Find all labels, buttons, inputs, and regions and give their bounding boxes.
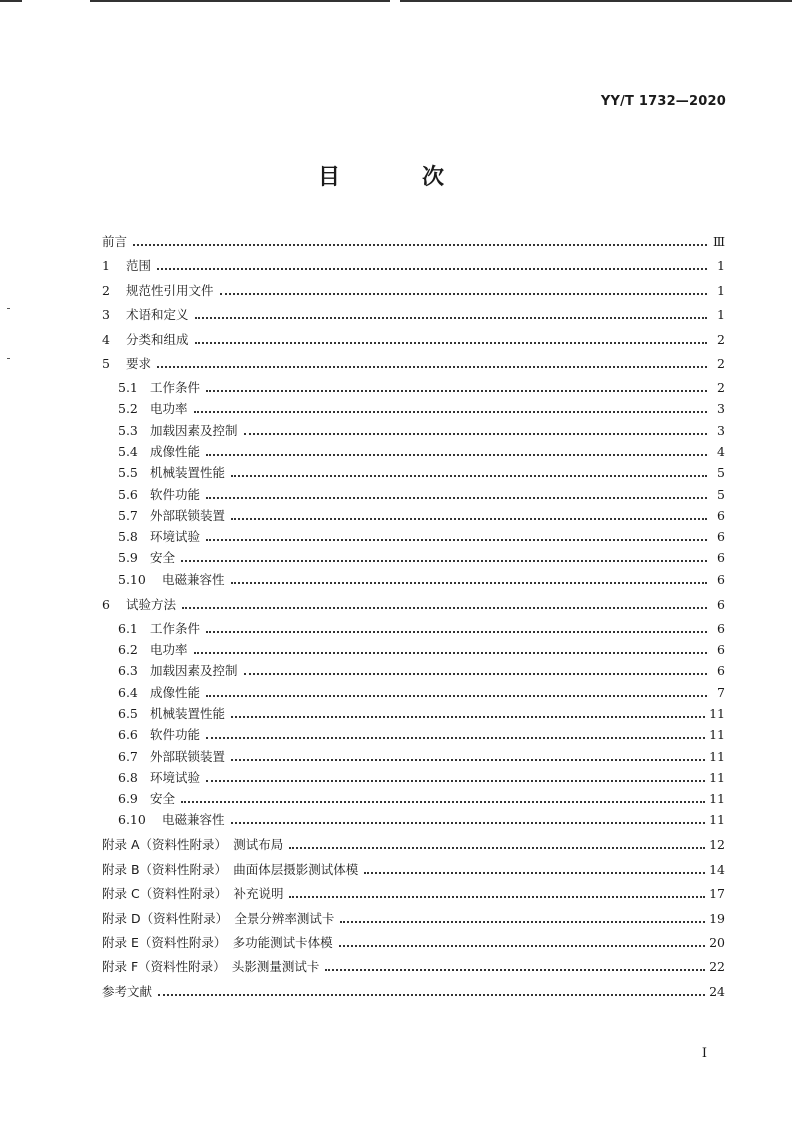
toc-entry[interactable] xyxy=(0,417,792,439)
toc-leader-dots xyxy=(231,758,705,761)
toc-entry-page: 6 xyxy=(717,550,725,566)
toc-entry-title: 前言 xyxy=(102,234,128,249)
toc-leader-dots xyxy=(133,243,707,246)
toc-entry-number: 6.6 xyxy=(118,727,138,743)
toc-leader-dots xyxy=(340,920,705,923)
toc-leader-dots xyxy=(158,993,705,996)
toc-entry-page: 3 xyxy=(717,401,725,417)
toc-entry-page: 1 xyxy=(717,258,725,274)
toc-entry-number: 5 xyxy=(102,356,110,371)
toc-entry-title: 工作条件 xyxy=(150,380,201,395)
toc-entry-page: 22 xyxy=(709,959,725,975)
toc-leader-dots xyxy=(325,968,705,971)
toc-entry-page: 11 xyxy=(709,748,725,764)
toc-entry[interactable] xyxy=(0,481,792,503)
toc-entry-page: 6 xyxy=(717,529,725,545)
toc-entry-number: 6.8 xyxy=(118,769,138,785)
toc-entry-page: 11 xyxy=(709,705,725,721)
toc-entry-page: 4 xyxy=(717,443,725,459)
toc-entry[interactable] xyxy=(0,636,792,658)
toc-entry-page: 1 xyxy=(717,282,725,298)
toc-entry[interactable] xyxy=(0,905,792,927)
toc-entry-page: 11 xyxy=(709,769,725,785)
toc-entry-number: 6.3 xyxy=(118,663,138,679)
toc-entry-page: 6 xyxy=(717,571,725,587)
toc-leader-dots xyxy=(206,630,707,633)
toc-leader-dots xyxy=(195,341,707,344)
toc-entry-page: 6 xyxy=(717,620,725,636)
toc-entry-title: 附录 C（资料性附录） 补充说明 xyxy=(102,886,284,902)
toc-entry-title: 机械装置性能 xyxy=(150,705,226,721)
toc-entry-title: 试验方法 xyxy=(126,596,177,612)
toc-entry-page: 19 xyxy=(709,910,725,926)
toc-entry-number: 5.4 xyxy=(118,443,138,459)
toc-entry-number: 5.7 xyxy=(118,507,138,523)
toc-entry-number: 5.6 xyxy=(118,486,138,502)
toc-entry[interactable] xyxy=(0,350,792,372)
toc-entry-title: 外部联锁装置 xyxy=(150,748,226,764)
toc-entry-title: 软件功能 xyxy=(150,727,201,743)
toc-entry-page: 5 xyxy=(717,486,725,502)
toc-entry-title: 安全 xyxy=(150,791,176,807)
toc-entry-title: 软件功能 xyxy=(150,486,201,502)
toc-entry[interactable] xyxy=(0,743,792,765)
toc-entry-title: 术语和定义 xyxy=(126,307,189,323)
toc-entry-page: 11 xyxy=(709,727,725,743)
toc-entry-page: 1 xyxy=(717,307,725,323)
toc-entry-number: 6 xyxy=(102,596,110,612)
toc-leader-dots xyxy=(206,496,707,499)
toc-entry[interactable] xyxy=(0,679,792,701)
toc-entry-title: 成像性能 xyxy=(150,443,201,459)
toc-entry-title: 工作条件 xyxy=(150,620,201,636)
toc-entry-number: 5.10 xyxy=(118,571,146,587)
toc-entry-page: 6 xyxy=(717,596,725,612)
toc-entry[interactable] xyxy=(0,374,792,396)
toc-leader-dots xyxy=(339,944,705,947)
toc-entry-title: 电磁兼容性 xyxy=(162,571,225,587)
toc-entry[interactable] xyxy=(0,657,792,679)
toc-entry-title: 附录 F（资料性附录） 头影测量测试卡 xyxy=(102,959,320,975)
toc-entry[interactable] xyxy=(0,277,792,299)
toc-entry-title: 机械装置性能 xyxy=(150,465,226,481)
toc-entry-page: 5 xyxy=(717,465,725,481)
toc-entry-number: 5.3 xyxy=(118,422,138,438)
toc-leader-dots xyxy=(231,517,707,520)
toc-entry-title: 附录 B（资料性附录） 曲面体层摄影测试体模 xyxy=(102,861,359,877)
toc-entry-page: 20 xyxy=(709,935,725,950)
toc-leader-dots xyxy=(182,606,707,609)
toc-entry[interactable] xyxy=(0,566,792,588)
toc-entry-number: 5.1 xyxy=(118,380,138,395)
toc-leader-dots xyxy=(244,672,707,675)
toc-leader-dots xyxy=(206,538,707,541)
toc-entry-title: 范围 xyxy=(126,258,152,274)
toc-leader-dots xyxy=(194,651,707,654)
toc-entry-page: 6 xyxy=(717,507,725,523)
standard-code: YY/T 1732—2020 xyxy=(600,94,726,109)
toc-entry-page: 7 xyxy=(717,684,725,700)
toc-entry-title: 分类和组成 xyxy=(126,331,189,347)
toc-entry[interactable] xyxy=(0,785,792,807)
toc-entry[interactable] xyxy=(0,544,792,566)
toc-leader-dots xyxy=(231,715,705,718)
toc-entry-number: 6.1 xyxy=(118,620,138,636)
toc-entry-title: 要求 xyxy=(126,356,152,371)
toc-leader-dots xyxy=(206,736,705,739)
toc-leader-dots xyxy=(206,389,707,392)
toc-entry[interactable] xyxy=(0,806,792,828)
toc-entry-page: 3 xyxy=(717,422,725,438)
toc-entry[interactable] xyxy=(0,953,792,975)
toc-entry[interactable] xyxy=(0,721,792,743)
toc-entry-number: 5.8 xyxy=(118,529,138,545)
toc-entry-number: 6.7 xyxy=(118,748,138,764)
toc-entry-number: 6.10 xyxy=(118,812,146,828)
toc-entry-title: 电磁兼容性 xyxy=(162,812,225,828)
toc-entry-title: 安全 xyxy=(150,550,176,566)
toc-entry-number: 6.2 xyxy=(118,642,138,657)
toc-entry-number: 5.2 xyxy=(118,401,138,417)
toc-entry-page: 12 xyxy=(709,837,725,853)
toc-leader-dots xyxy=(231,581,707,584)
toc-entry-number: 6.5 xyxy=(118,705,138,721)
toc-leader-dots xyxy=(206,779,705,782)
toc-leader-dots xyxy=(181,800,705,803)
toc-entry-number: 1 xyxy=(102,258,110,274)
toc-entry[interactable] xyxy=(0,764,792,786)
toc-entry-title: 环境试验 xyxy=(150,769,201,785)
toc-entry[interactable] xyxy=(0,395,792,417)
toc-entry[interactable] xyxy=(0,929,792,951)
toc-entry-number: 3 xyxy=(102,307,110,323)
toc-leader-dots xyxy=(289,846,705,849)
toc-entry-title: 规范性引用文件 xyxy=(126,282,214,298)
top-border xyxy=(0,0,792,4)
toc-entry-page: 6 xyxy=(717,663,725,679)
toc-entry-title: 附录 E（资料性附录） 多功能测试卡体模 xyxy=(102,935,333,950)
toc-entry-page: Ⅲ xyxy=(712,234,725,249)
toc-entry[interactable] xyxy=(0,459,792,481)
toc-entry-title: 加载因素及控制 xyxy=(150,422,238,438)
toc-entry-page: 6 xyxy=(717,642,725,657)
toc-entry[interactable] xyxy=(0,438,792,460)
toc-entry[interactable] xyxy=(0,880,792,902)
toc-entry-title: 附录 A（资料性附录） 测试布局 xyxy=(102,837,284,853)
page-title: 目 次 xyxy=(317,165,474,190)
toc-entry[interactable] xyxy=(0,326,792,348)
toc-leader-dots xyxy=(220,292,707,295)
toc-leader-dots xyxy=(206,453,707,456)
toc-entry-title: 附录 D（资料性附录） 全景分辨率测试卡 xyxy=(102,910,335,926)
toc-leader-dots xyxy=(194,410,707,413)
toc-entry-page: 14 xyxy=(709,861,725,877)
toc-entry-title: 电功率 xyxy=(150,642,188,657)
toc-leader-dots xyxy=(157,365,707,368)
toc-entry-number: 5.5 xyxy=(118,465,138,481)
toc-leader-dots xyxy=(206,694,707,697)
toc-entry-number: 6.9 xyxy=(118,791,138,807)
toc-entry[interactable] xyxy=(0,856,792,878)
toc-entry-title: 成像性能 xyxy=(150,684,201,700)
toc-leader-dots xyxy=(364,871,705,874)
toc-entry-number: 2 xyxy=(102,282,110,298)
toc-entry-number: 4 xyxy=(102,331,110,347)
toc-leader-dots xyxy=(231,474,707,477)
toc-entry-title: 外部联锁装置 xyxy=(150,507,226,523)
toc-entry[interactable] xyxy=(0,502,792,524)
toc-entry-page: 2 xyxy=(717,331,725,347)
toc-entry[interactable] xyxy=(0,228,792,250)
toc-entry[interactable] xyxy=(0,252,792,274)
toc-entry[interactable] xyxy=(0,591,792,613)
toc-entry[interactable] xyxy=(0,301,792,323)
toc-entry[interactable] xyxy=(0,700,792,722)
page-number: I xyxy=(701,1046,707,1061)
toc-entry-number: 6.4 xyxy=(118,684,138,700)
toc-entry[interactable] xyxy=(0,831,792,853)
toc-entry-title: 电功率 xyxy=(150,401,188,417)
toc-entry[interactable] xyxy=(0,523,792,545)
toc-entry-number: 5.9 xyxy=(118,550,138,566)
toc-leader-dots xyxy=(195,316,707,319)
toc-leader-dots xyxy=(289,895,705,898)
toc-entry-page: 2 xyxy=(717,356,725,371)
toc-leader-dots xyxy=(244,432,707,435)
toc-leader-dots xyxy=(231,821,706,824)
toc-entry-page: 24 xyxy=(709,983,725,999)
toc-leader-dots xyxy=(181,559,707,562)
toc-entry-title: 加载因素及控制 xyxy=(150,663,238,679)
toc-entry-title: 环境试验 xyxy=(150,529,201,545)
toc-leader-dots xyxy=(157,267,707,270)
toc-entry-page: 17 xyxy=(709,886,725,902)
toc-entry[interactable] xyxy=(0,615,792,637)
toc-entry-title: 参考文献 xyxy=(102,983,153,999)
toc-entry-page: 11 xyxy=(709,791,725,807)
toc-entry[interactable] xyxy=(0,978,792,1000)
toc-entry-page: 2 xyxy=(717,380,725,395)
toc-entry-page: 11 xyxy=(709,812,725,828)
